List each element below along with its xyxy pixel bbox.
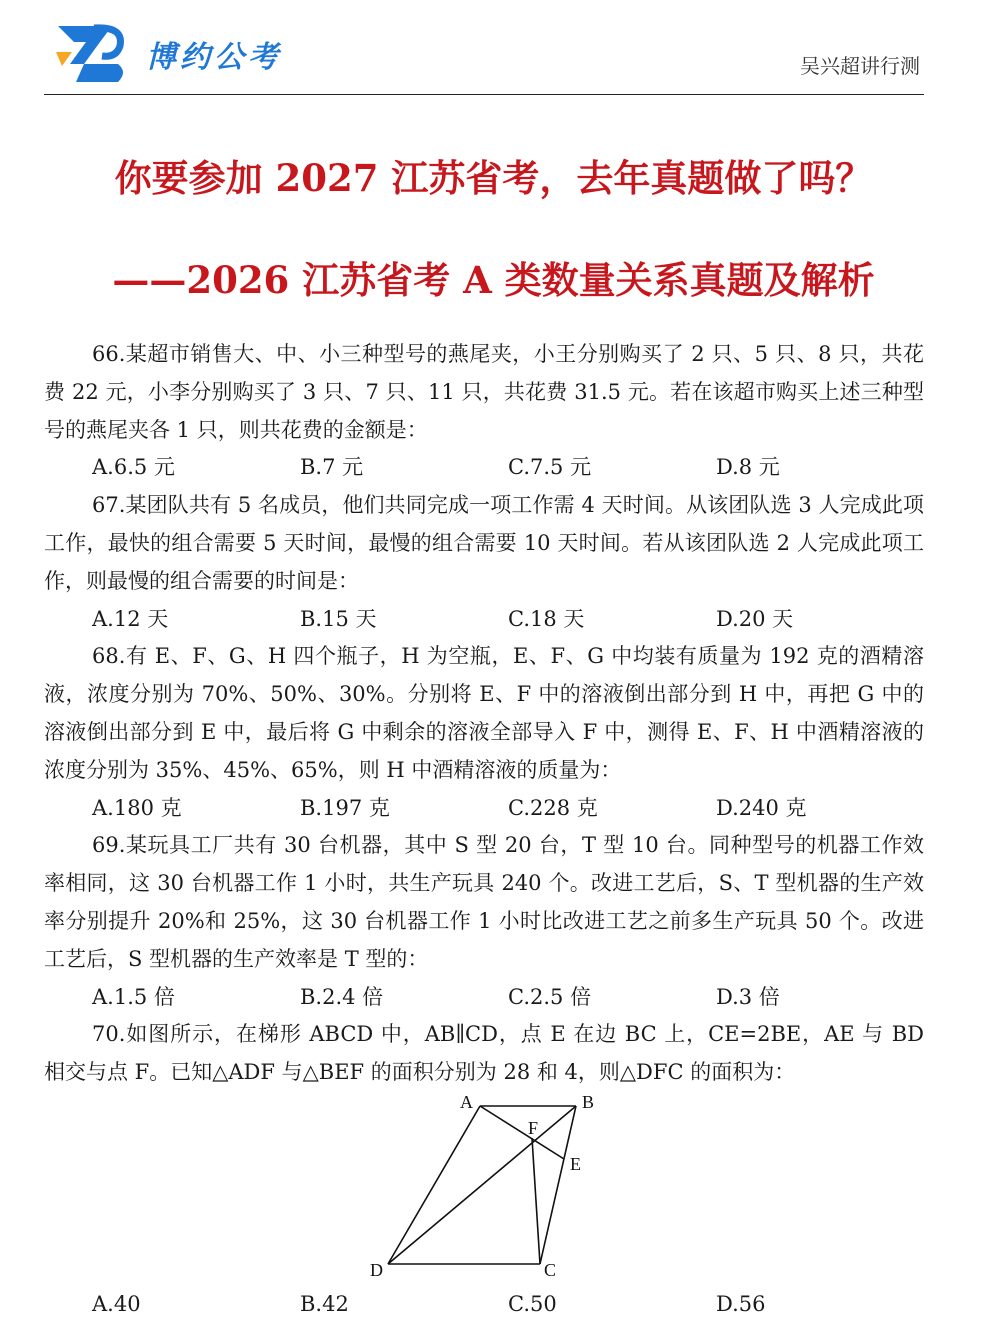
trapezoid-diagram — [364, 1094, 604, 1286]
label-d: D — [370, 1259, 383, 1280]
question-text: 68.有 E、F、G、H 四个瓶子，H 为空瓶，E、F、G 中均装有质量为 192 克的酒精溶液，浓度分别为 70%、50%、30%。分别将 E、F 中的溶液倒出部分到 H 中，再把 G 中的溶液倒出部分到 E 中，最后将 G 中剩余的溶液全部导入 F 中，测得 E、F、H 中酒精溶液的浓度分别为 35%、45%、65%，则 H 中酒精溶液的质量为： — [44, 644, 924, 782]
header-divider — [44, 94, 924, 95]
page-title: 你要参加 2027 江苏省考，去年真题做了吗？ — [114, 156, 873, 200]
option-d: D.3 倍 — [716, 984, 780, 1009]
brand-name: 博约公考 — [146, 40, 282, 75]
option-b: B.7 元 — [300, 455, 364, 480]
trapezoid-figure — [44, 1094, 924, 1286]
option-a: A.180 克 — [92, 795, 182, 820]
option-b: B.42 — [300, 1291, 349, 1316]
question-text: 67.某团队共有 5 名成员，他们共同完成一项工作需 4 天时间。从该团队选 3 人完成此项工作，最快的组合需要 5 天时间，最慢的组合需要 10 天时间。若从该团队选 2 人完成此项工作，则最慢的组合需要的时间是： — [44, 493, 924, 593]
option-d: D.20 天 — [716, 606, 794, 631]
page-subtitle: ——2026 江苏省考 A 类数量关系真题及解析 — [112, 258, 875, 302]
option-c: C.228 克 — [508, 795, 598, 820]
page-header — [44, 10, 924, 94]
question-text: 66.某超市销售大、中、小三种型号的燕尾夹，小王分别购买了 2 只、5 只、8 只，共花费 22 元，小李分别购买了 3 只、7 只、11 只，共花费 31.5 元。若在该超市购买上述三种型号的燕尾夹各 1 只，则共花费的金额是： — [44, 342, 924, 442]
option-row — [44, 790, 924, 828]
option-c: C.7.5 元 — [508, 455, 592, 480]
option-a: A.40 — [92, 1291, 141, 1316]
label-c: C — [544, 1259, 557, 1280]
question-text: 69.某玩具工厂共有 30 台机器，其中 S 型 20 台，T 型 10 台。同种型号的机器工作效率相同，这 30 台机器工作 1 小时，共生产玩具 240 个。改进工艺后，S、T 型机器的生产效率分别提升 20%和 25%，这 30 台机器工作 1 小时比改进工艺之前多生产玩具 50 个。改进工艺后，S 型机器的生产效率是 T 型的： — [44, 833, 924, 971]
option-a: A.12 天 — [92, 606, 169, 631]
option-a: A.1.5 倍 — [92, 984, 175, 1009]
label-b: B — [582, 1093, 595, 1112]
brand-logo-icon — [54, 18, 126, 88]
option-row — [44, 1286, 924, 1324]
option-b: B.197 克 — [300, 795, 390, 820]
label-a: A — [460, 1093, 473, 1112]
question-list — [44, 336, 924, 1324]
option-row — [44, 601, 924, 639]
option-row — [44, 449, 924, 487]
option-d: D.8 元 — [716, 455, 780, 480]
option-d: D.240 克 — [716, 795, 807, 820]
option-b: B.15 天 — [300, 606, 377, 631]
label-e: E — [570, 1153, 581, 1174]
header-author: 吴兴超讲行测 — [800, 54, 920, 78]
option-c: C.18 天 — [508, 606, 585, 631]
option-c: C.2.5 倍 — [508, 984, 592, 1009]
option-b: B.2.4 倍 — [300, 984, 384, 1009]
option-c: C.50 — [508, 1291, 557, 1316]
question-text: 70.如图所示，在梯形 ABCD 中，AB∥CD，点 E 在边 BC 上，CE=2BE，AE 与 BD 相交与点 F。已知△ADF 与△BEF 的面积分别为 28 和 4，则△DFC 的面积为： — [44, 1022, 924, 1085]
label-f: F — [528, 1117, 539, 1138]
option-d: D.56 — [716, 1291, 766, 1316]
option-row — [44, 979, 924, 1017]
option-a: A.6.5 元 — [92, 455, 175, 480]
